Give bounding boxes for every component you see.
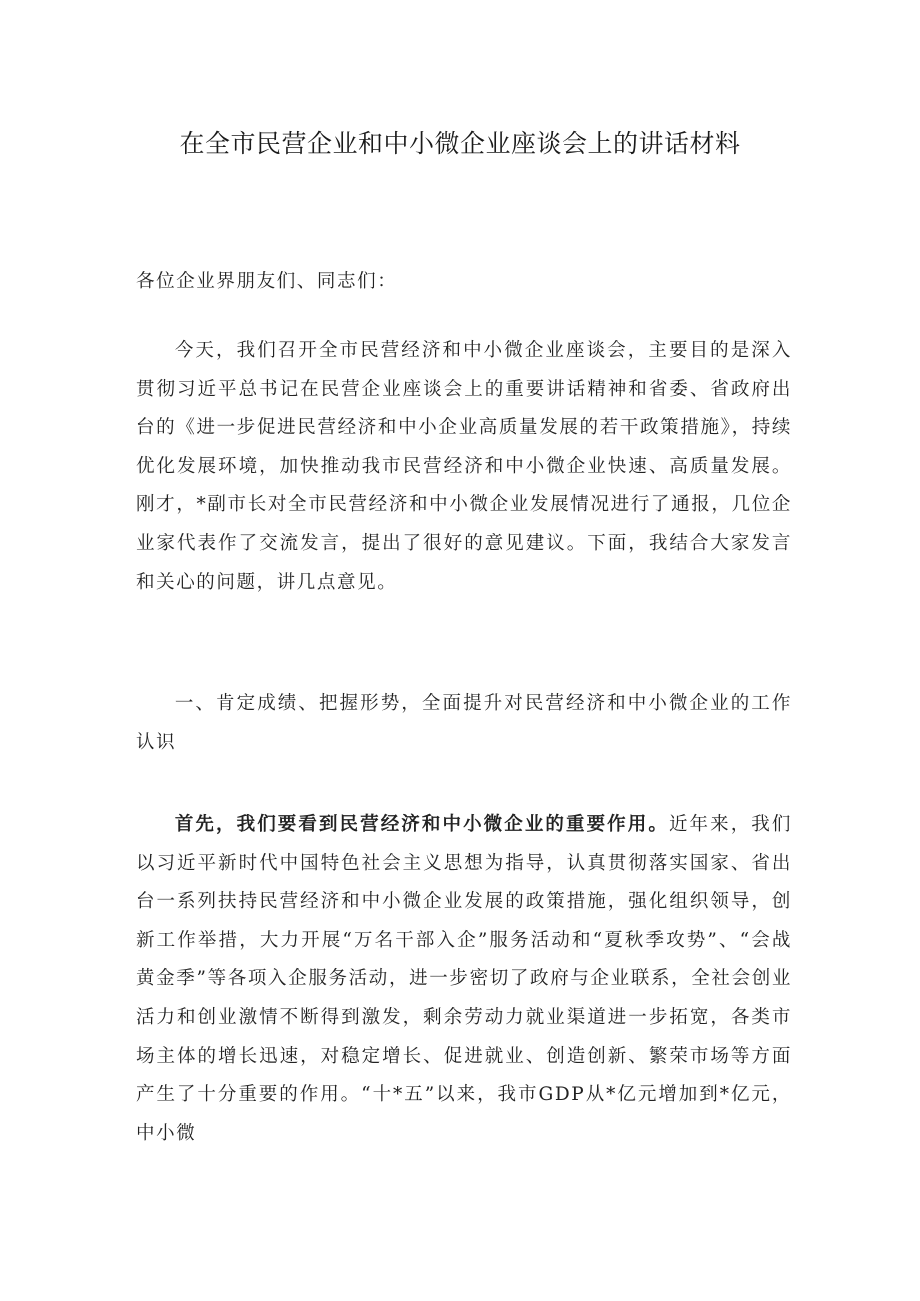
document-title: 在全市民营企业和中小微企业座谈会上的讲话材料 [179, 129, 741, 158]
section-1-paragraph [136, 806, 792, 1153]
section-heading-1: 一、肯定成绩、把握形势，全面提升对民营经济和中小微企业的工作认识 [136, 693, 792, 753]
paragraph-body-text: 近年来，我们以习近平新时代中国特色社会主义思想为指导，认真贯彻落实国家、省出台一系列扶持民营经济和中小微企业发展的政策措施，强化组织领导，创新工作举措，大力开展“万名干部入企”服务活动和“夏秋季攻势”、“会战黄金季”等各项入企服务活动，进一步密切了政府与企业联系，全社会创业活力和创业激情不断得到激发，剩余劳动力就业渠道进一步拓宽，各类市场主体的增长迅速，对稳定增长、促进就业、创造创新、繁荣市场等方面产生了十分重要的作用。“十*五”以来，我市GDP从*亿元增加到*亿元，中小微 [136, 814, 792, 1144]
paragraph-lead-sentence: 首先，我们要看到民营经济和中小微企业的重要作用。 [174, 814, 669, 835]
greeting-line: 各位企业界朋友们、同志们： [136, 271, 398, 292]
opening-paragraph: 今天，我们召开全市民营经济和中小微企业座谈会，主要目的是深入贯彻习近平总书记在民营企业座谈会上的重要讲话精神和省委、省政府出台的《进一步促进民营经济和中小企业高质量发展的若干政策措施》，持续优化发展环境，加快推动我市民营经济和中小微企业快速、高质量发展。刚才，*副市长对全市民营经济和中小微企业发展情况进行了通报，几位企业家代表作了交流发言，提出了很好的意见建议。下面，我结合大家发言和关心的问题，讲几点意见。 [136, 340, 792, 593]
